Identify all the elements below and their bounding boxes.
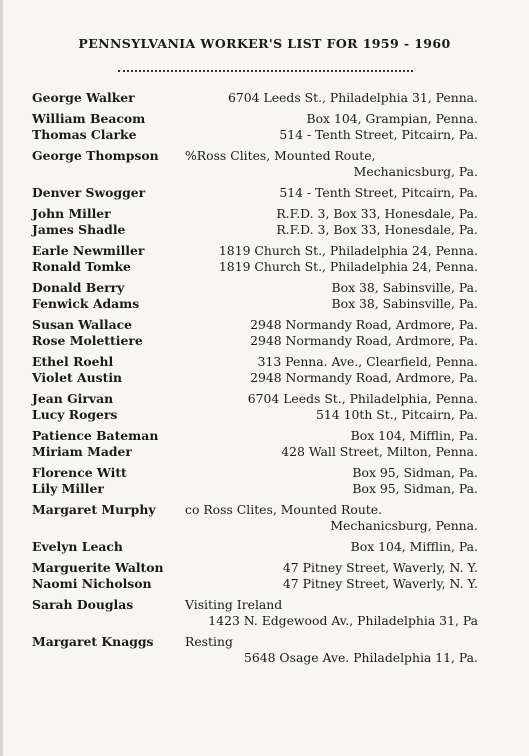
address-line: 6704 Leeds St., Philadelphia 31, Penna. [228,90,478,105]
address-line: 1819 Church St., Philadelphia 24, Penna. [218,243,478,258]
worker-names [0,465,175,497]
address-line: Box 104, Grampian, Penna. [306,111,478,126]
address-line: 428 Wall Street, Milton, Penna. [281,444,478,459]
worker-names [0,597,175,629]
worker-address [175,90,478,106]
worker-address [175,243,478,275]
worker-entry [0,317,529,349]
page-title: PENNSYLVANIA WORKER'S LIST FOR 1959 - 1960 [78,36,451,51]
worker-name: Ronald Tomke [32,259,131,274]
address-line: Mechanicsburg, Penna. [330,518,478,533]
address-line: Resting [185,634,233,649]
worker-name: Evelyn Leach [32,539,123,554]
worker-address [175,539,478,555]
worker-address [175,206,478,238]
address-line: Box 95, Sidman, Pa. [352,465,478,480]
worker-name: Miriam Mader [32,444,132,459]
worker-name: John Miller [32,206,111,221]
address-line: 47 Pitney Street, Waverly, N. Y. [282,560,478,575]
worker-names [0,206,175,238]
worker-entry [0,634,529,666]
address-line: Visiting Ireland [185,597,283,612]
worker-entry [0,502,529,534]
worker-entry [0,111,529,143]
worker-name: George Walker [32,90,135,105]
worker-name: Florence Witt [32,465,127,480]
worker-address [175,354,478,386]
worker-address [175,465,478,497]
worker-name: Margaret Knaggs [32,634,154,649]
worker-names [0,428,175,460]
address-line: Box 104, Mifflin, Pa. [350,539,478,554]
worker-entry [0,206,529,238]
address-line: 2948 Normandy Road, Ardmore, Pa. [250,317,478,332]
worker-names [0,280,175,312]
worker-address [175,391,478,423]
worker-name: William Beacom [32,111,146,126]
worker-address [175,502,478,534]
worker-name: Naomi Nicholson [32,576,152,591]
address-line: %Ross Clites, Mounted Route, [185,148,376,163]
address-line: 5648 Osage Ave. Philadelphia 11, Pa. [243,650,478,665]
worker-names [0,502,175,534]
worker-list [0,90,529,671]
worker-name: Violet Austin [32,370,123,385]
worker-address [175,560,478,592]
worker-entry [0,243,529,275]
address-line: 2948 Normandy Road, Ardmore, Pa. [250,333,478,348]
worker-name: Fenwick Adams [32,296,140,311]
worker-name: Margaret Murphy [32,502,156,517]
worker-entry [0,597,529,629]
worker-name: Patience Bateman [32,428,159,443]
worker-address [175,428,478,460]
worker-name: Jean Girvan [32,391,114,406]
worker-address [175,317,478,349]
worker-names [0,185,175,201]
worker-entry [0,465,529,497]
worker-address [175,634,478,666]
worker-name: George Thompson [32,148,159,163]
worker-address [175,111,478,143]
worker-names [0,111,175,143]
address-line: 47 Pitney Street, Waverly, N. Y. [282,576,478,591]
address-line: Box 38, Sabinsville, Pa. [331,296,478,311]
address-line: 514 10th St., Pitcairn, Pa. [316,407,478,422]
worker-name: Donald Berry [32,280,125,295]
worker-name: Sarah Douglas [32,597,134,612]
worker-names [0,317,175,349]
worker-names [0,391,175,423]
address-line: 1423 N. Edgewood Av., Philadelphia 31, Pa [208,613,478,628]
address-line: 514 - Tenth Street, Pitcairn, Pa. [279,127,478,142]
worker-address [175,597,478,629]
worker-address [175,148,478,180]
worker-entry [0,148,529,180]
worker-entry [0,354,529,386]
worker-name: Denver Swogger [32,185,146,200]
worker-address [175,280,478,312]
worker-name: Lily Miller [32,481,104,496]
worker-address [175,185,478,201]
worker-names [0,634,175,666]
address-line: Box 104, Mifflin, Pa. [350,428,478,443]
worker-name: Susan Wallace [32,317,133,332]
worker-names [0,90,175,106]
address-line: 2948 Normandy Road, Ardmore, Pa. [250,370,478,385]
address-line: 514 - Tenth Street, Pitcairn, Pa. [279,185,478,200]
address-line: Box 38, Sabinsville, Pa. [331,280,478,295]
worker-entry [0,90,529,106]
address-line: co Ross Clites, Mounted Route. [185,502,383,517]
worker-names [0,243,175,275]
worker-name: Marguerite Walton [32,560,164,575]
worker-name: Rose Molettiere [32,333,143,348]
worker-name: Ethel Roehl [32,354,114,369]
address-line: R.F.D. 3, Box 33, Honesdale, Pa. [276,206,478,221]
worker-names [0,148,175,180]
worker-names [0,539,175,555]
worker-entry [0,428,529,460]
address-line: Box 95, Sidman, Pa. [352,481,478,496]
dotted-divider [118,70,413,72]
worker-name: Lucy Rogers [32,407,118,422]
worker-entry [0,560,529,592]
worker-names [0,354,175,386]
address-line: R.F.D. 3, Box 33, Honesdale, Pa. [276,222,478,237]
address-line: 313 Penna. Ave., Clearfield, Penna. [257,354,478,369]
worker-entry [0,391,529,423]
address-line: Mechanicsburg, Pa. [353,164,478,179]
address-line: 6704 Leeds St., Philadelphia, Penna. [247,391,478,406]
worker-name: Earle Newmiller [32,243,145,258]
address-line: 1819 Church St., Philadelphia 24, Penna. [218,259,478,274]
worker-entry [0,539,529,555]
worker-names [0,560,175,592]
worker-entry [0,185,529,201]
worker-name: James Shadle [32,222,126,237]
worker-name: Thomas Clarke [32,127,137,142]
worker-entry [0,280,529,312]
